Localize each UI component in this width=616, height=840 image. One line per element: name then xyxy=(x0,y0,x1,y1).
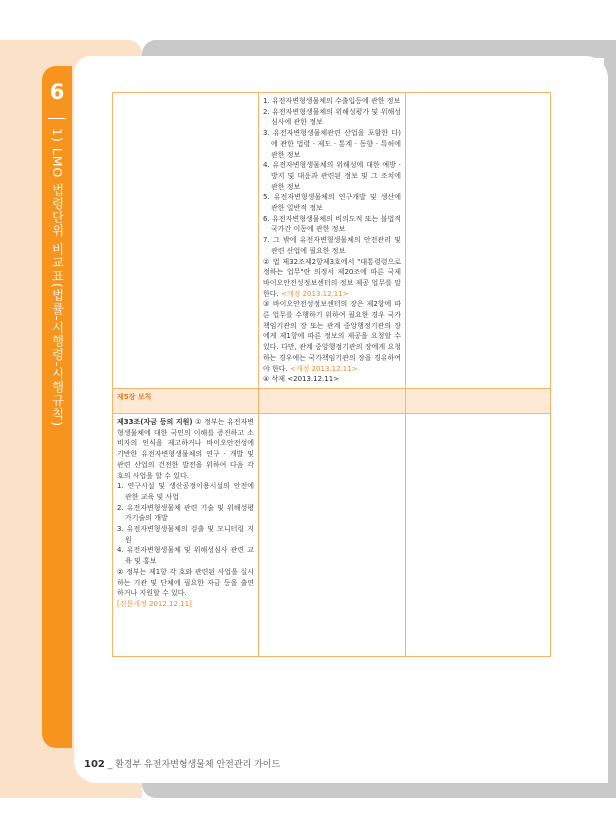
list-item: 4. 유전자변형생물체의 위해성에 대한 예방 · 방지 및 대응과 관련된 정보 및 그 조치에 관한 정보 xyxy=(263,161,401,191)
chapter-tab-label xyxy=(42,128,72,728)
table-row xyxy=(113,413,551,656)
page-background-top xyxy=(0,0,616,40)
table-cell-rule xyxy=(406,93,551,389)
list-item: 2. 유전자변형생물체 관련 기술 및 위해성평가기술의 개발 xyxy=(117,503,254,523)
list-item: 7. 그 밖에 유전자변형생물체의 안전관리 및 관련 산업에 필요한 정보 xyxy=(263,236,401,255)
table-cell-decree xyxy=(259,93,406,389)
amendment-note: <개정 2013.12.11> xyxy=(280,289,349,298)
paragraph: ③ 바이오안전성정보센터의 장은 제2항에 따른 업무를 수행하기 위하여 필요한 경우 국가책임기관의 장 또는 관계 중앙행정기관의 장에게 제1항에 따른 정보의 제공을 요청할 수 있다. 다만, 관계 중앙행정기관의 장에게 요청하는 경우에는 국가책임기관의 장을 경유하여야 한다. <개정 2013.12.11> xyxy=(263,300,401,373)
list-item: 5. 유전자변형생물체의 연구개발 및 생산에 관한 일반적 정보 xyxy=(263,193,401,213)
chapter-tab-divider xyxy=(48,118,66,119)
list-item: 3. 유전자변형생물체의 검출 및 모니터링 지원 xyxy=(117,525,254,544)
table-cell-decree xyxy=(259,413,406,656)
table-cell-law xyxy=(113,413,259,656)
list-item: 6. 유전자변형생물체의 비의도적 또는 불법적 국가간 이동에 관한 정보 xyxy=(263,214,401,234)
amendment-note: <개정 2013.12.11> xyxy=(289,364,358,373)
page-number: 102 xyxy=(84,759,105,770)
article-title: 제33조(자금 등의 지원) xyxy=(117,417,193,426)
paragraph: ④ 삭제 <2013.12.11> xyxy=(263,375,340,384)
list-item: 1. 유전자변형생물체의 수출입등에 관한 정보 xyxy=(263,97,401,105)
table-row xyxy=(113,93,551,389)
paragraph: ② 정부는 제1항 각 호와 관련된 사업을 실시하는 기관 및 단체에 필요한 자금 등을 출연하거나 지원할 수 있다. xyxy=(117,567,254,598)
paragraph: 제33조(자금 등의 지원) ① 정부는 유전자변형생물체에 대한 국민의 이해를 증진하고 소비자의 인식을 제고하거나 바이오안전성에 기반한 유전자변형생물체의 연구 · 개발 및 관련 산업의 건전한 발전을 위하여 다음 각 호의 사업을 할 수 있다. xyxy=(117,417,254,480)
chapter-number: 6 xyxy=(49,80,65,104)
table-row-section xyxy=(113,388,551,413)
list-item: 3. 유전자변형생물체관련 산업을 포함한 다)에 관한 법령 · 제도 · 통계 · 동향 · 특허에 관한 정보 xyxy=(263,129,401,159)
amendment-note: [전문개정 2012.12.11] xyxy=(117,599,192,608)
section-label: 제5장 보칙 xyxy=(117,392,152,401)
list-item: 2. 유전자변형생물체의 위해성평가 및 위해성심사에 관한 정보 xyxy=(263,107,401,127)
chapter-tab-label-text: 1) LMO 법령단위 비교표(법률-시행령-시행규칙) xyxy=(50,128,65,428)
table-cell-law xyxy=(113,388,259,413)
paragraph: ② 법 제32조제2항제3호에서 "대통령령으로 정하는 업무"란 의정서 제20조에 따른 국제바이오안전성정보센터의 정보 제공 업무를 말한다. <개정 2013.12.11> xyxy=(263,257,401,298)
table-cell-decree xyxy=(259,388,406,413)
footer-title: _ 환경부 유전자변형생물체 안전관리 가이드 xyxy=(107,760,281,770)
table-cell-rule xyxy=(406,388,551,413)
law-comparison-table xyxy=(112,92,551,657)
table-cell-law xyxy=(113,93,259,389)
table-cell-rule xyxy=(406,413,551,656)
chapter-tab xyxy=(42,66,72,748)
list-item: 1. 연구시설 및 생산공정이용시설의 안전에 관한 교육 및 사업 xyxy=(117,482,254,501)
page-footer xyxy=(84,757,280,770)
list-item: 4. 유전자변형생물체 및 위해성심사 관련 교육 및 홍보 xyxy=(117,546,254,566)
